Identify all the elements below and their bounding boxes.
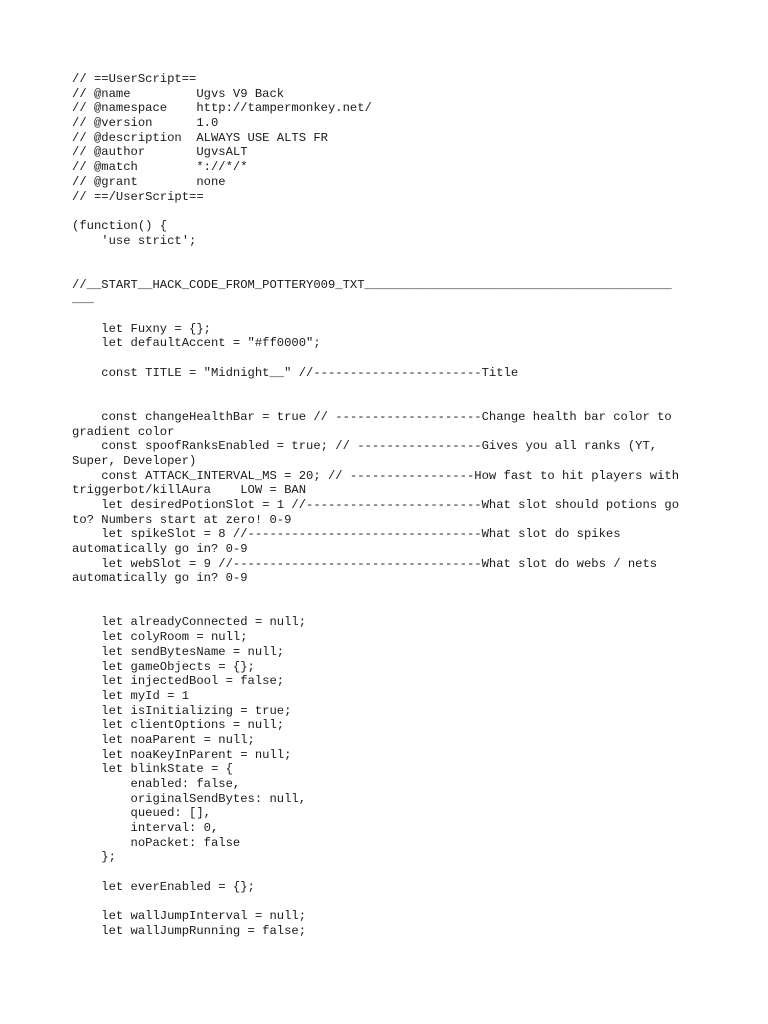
- code-line: let alreadyConnected = null;: [72, 615, 307, 630]
- code-line: originalSendBytes: null,: [72, 791, 307, 806]
- code-line: const changeHealthBar = true // --------------------Change health bar color to: [72, 409, 672, 424]
- code-line: let defaultAccent = "#ff0000";: [72, 336, 321, 351]
- code-line: // ==/UserScript==: [72, 189, 204, 204]
- code-line: [72, 248, 702, 263]
- code-line: let gameObjects = {};: [72, 659, 255, 674]
- code-line: [72, 865, 702, 880]
- code-line: let spikeSlot = 8 //--------------------------------What slot do spikes: [72, 527, 621, 542]
- code-line: // @grant none: [72, 174, 226, 189]
- code-line: let noaKeyInParent = null;: [72, 747, 292, 762]
- code-line: [72, 601, 702, 616]
- code-line: queued: [],: [72, 806, 211, 821]
- code-line: [72, 895, 702, 910]
- code-line: // ==UserScript==: [72, 72, 197, 86]
- code-line: triggerbot/killAura LOW = BAN: [72, 483, 307, 498]
- code-line: const TITLE = "Midnight__" //-----------------------Title: [72, 365, 519, 380]
- code-line: let myId = 1: [72, 688, 190, 703]
- code-line: let clientOptions = null;: [72, 718, 285, 733]
- code-line: // @version 1.0: [72, 116, 219, 131]
- code-line: let isInitializing = true;: [72, 703, 292, 718]
- code-line: // @name Ugvs V9 Back: [72, 86, 285, 101]
- code-line: enabled: false,: [72, 777, 241, 791]
- code-line: let Fuxny = {};: [72, 321, 211, 336]
- code-line: [72, 395, 702, 410]
- code-line: let webSlot = 9 //----------------------------------What slot do webs / nets: [72, 556, 658, 571]
- code-line: let blinkState = {: [72, 762, 233, 777]
- code-line: let wallJumpRunning = false;: [72, 923, 307, 938]
- code-block: [72, 72, 702, 939]
- code-line: // @description ALWAYS USE ALTS FR: [72, 130, 328, 145]
- code-line: // @match *://*/*: [72, 160, 248, 175]
- code-line: to? Numbers start at zero! 0-9: [72, 512, 292, 527]
- code-line: 'use strict';: [72, 233, 197, 248]
- code-line: gradient color: [72, 424, 175, 439]
- code-line: automatically go in? 0-9: [72, 571, 248, 586]
- code-line: let desiredPotionSlot = 1 //------------------------What slot should potions go: [72, 497, 680, 512]
- code-line: // @author UgvsALT: [72, 145, 248, 160]
- code-line: // @namespace http://tampermonkey.net/: [72, 101, 372, 116]
- code-line: };: [72, 850, 116, 865]
- code-line: const ATTACK_INTERVAL_MS = 20; // -----------------How fast to hit players with: [72, 468, 680, 483]
- code-line: let noaParent = null;: [72, 732, 255, 747]
- code-line: const spoofRanksEnabled = true; // -----------------Gives you all ranks (YT,: [72, 439, 658, 454]
- code-line: let injectedBool = false;: [72, 674, 285, 689]
- code-line: [72, 307, 702, 322]
- code-line: let colyRoom = null;: [72, 630, 248, 645]
- code-line: interval: 0,: [72, 821, 219, 836]
- code-line: [72, 263, 702, 278]
- code-line: automatically go in? 0-9: [72, 542, 248, 556]
- code-line: [72, 586, 702, 601]
- code-line: ___: [72, 292, 94, 307]
- code-line: let sendBytesName = null;: [72, 644, 285, 659]
- code-line: let everEnabled = {};: [72, 879, 255, 894]
- code-line: (function() {: [72, 218, 168, 233]
- code-line: noPacket: false: [72, 835, 241, 850]
- code-line: [72, 380, 702, 395]
- code-line: [72, 351, 702, 366]
- code-line: let wallJumpInterval = null;: [72, 909, 307, 924]
- code-line: //__START__HACK_CODE_FROM_POTTERY009_TXT__________________________________________: [72, 277, 672, 292]
- code-line: [72, 204, 702, 219]
- code-line: Super, Developer): [72, 453, 197, 468]
